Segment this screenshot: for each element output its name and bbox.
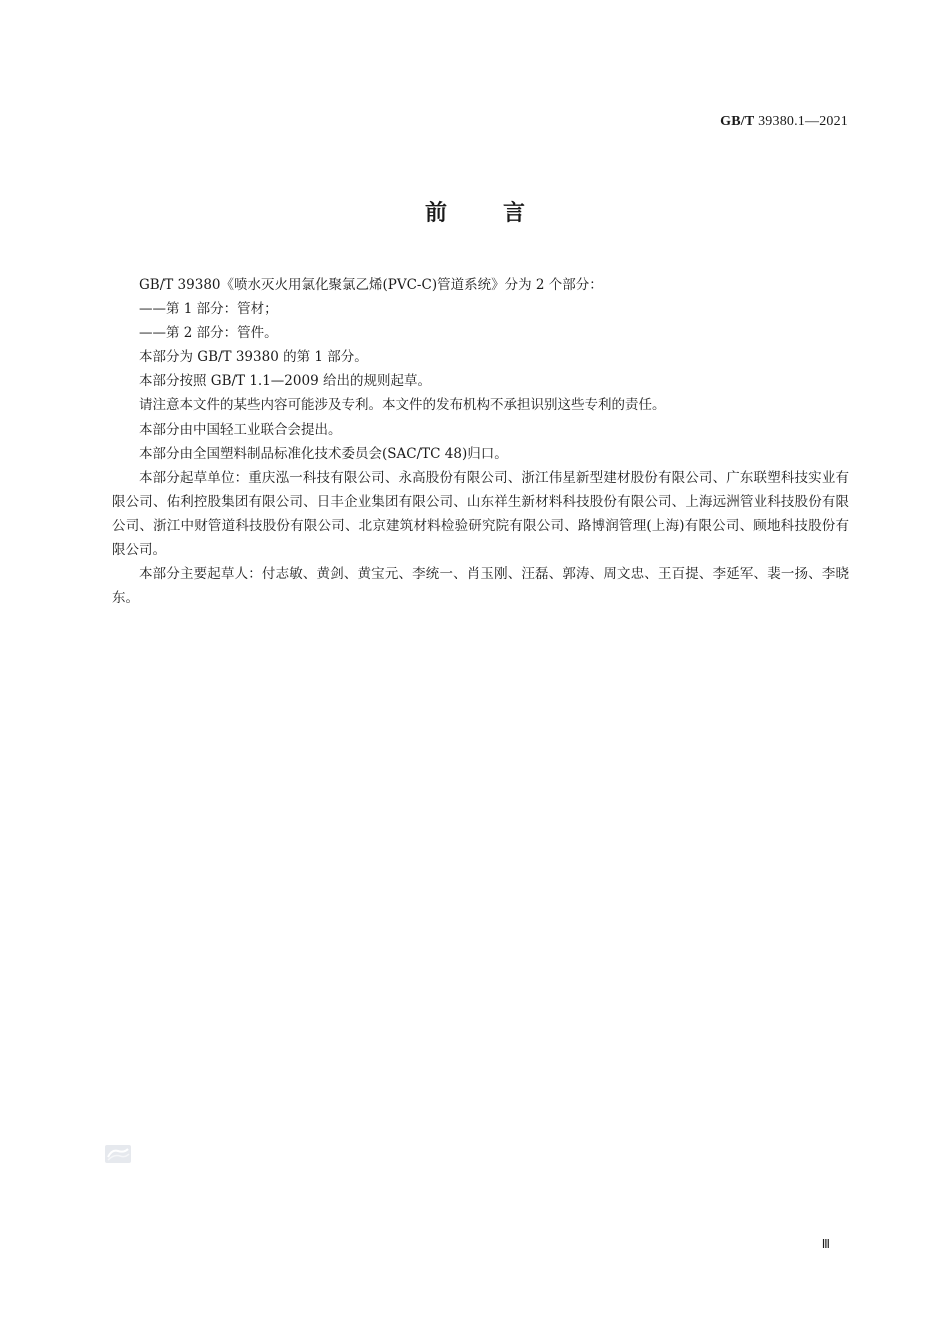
paragraph-scope: 本部分为 GB/T 39380 的第 1 部分。 [139, 349, 368, 366]
paragraph-part-1: ——第 1 部分：管材； [139, 301, 278, 318]
paragraph-part-2: ——第 2 部分：管件。 [139, 325, 278, 342]
foreword-body [112, 273, 849, 610]
paragraph-drafting-rules: 本部分按照 GB/T 1.1—2009 给出的规则起草。 [139, 373, 431, 390]
paragraph-drafters: 本部分主要起草人：付志敏、黄剑、黄宝元、李统一、肖玉刚、汪磊、郭涛、周文忠、王百提、李延军、裴一扬、李晓东。 [112, 566, 849, 607]
standard-prefix: GB/T [720, 114, 755, 129]
paragraph-parts-intro: GB/T 39380《喷水灭火用氯化聚氯乙烯(PVC-C)管道系统》分为 2 个部分： [139, 277, 603, 293]
page-title [0, 196, 950, 227]
paragraph-committee: 本部分由全国塑料制品标准化技术委员会(SAC/TC 48)归口。 [139, 445, 508, 462]
standard-number: 39380.1—2021 [758, 114, 848, 129]
sac-logo-icon [104, 1143, 132, 1165]
title-char-2: 言 [503, 201, 526, 226]
title-char-1: 前 [424, 201, 447, 226]
paragraph-proposer: 本部分由中国轻工业联合会提出。 [139, 421, 342, 438]
paragraph-drafting-units: 本部分起草单位：重庆泓一科技有限公司、永高股份有限公司、浙江伟星新型建材股份有限公司、广东联塑科技实业有限公司、佑利控股集团有限公司、日丰企业集团有限公司、山东祥生新材料科技股份有限公司、上海远洲管业科技股份有限公司、浙江中财管道科技股份有限公司、北京建筑材料检验研究院有限公司、路博润管理(上海)有限公司、顾地科技股份有限公司。 [112, 469, 849, 559]
paragraph-patent-notice: 请注意本文件的某些内容可能涉及专利。本文件的发布机构不承担识别这些专利的责任。 [139, 397, 666, 414]
page-number: Ⅲ [821, 1237, 830, 1251]
standard-code [720, 114, 848, 130]
